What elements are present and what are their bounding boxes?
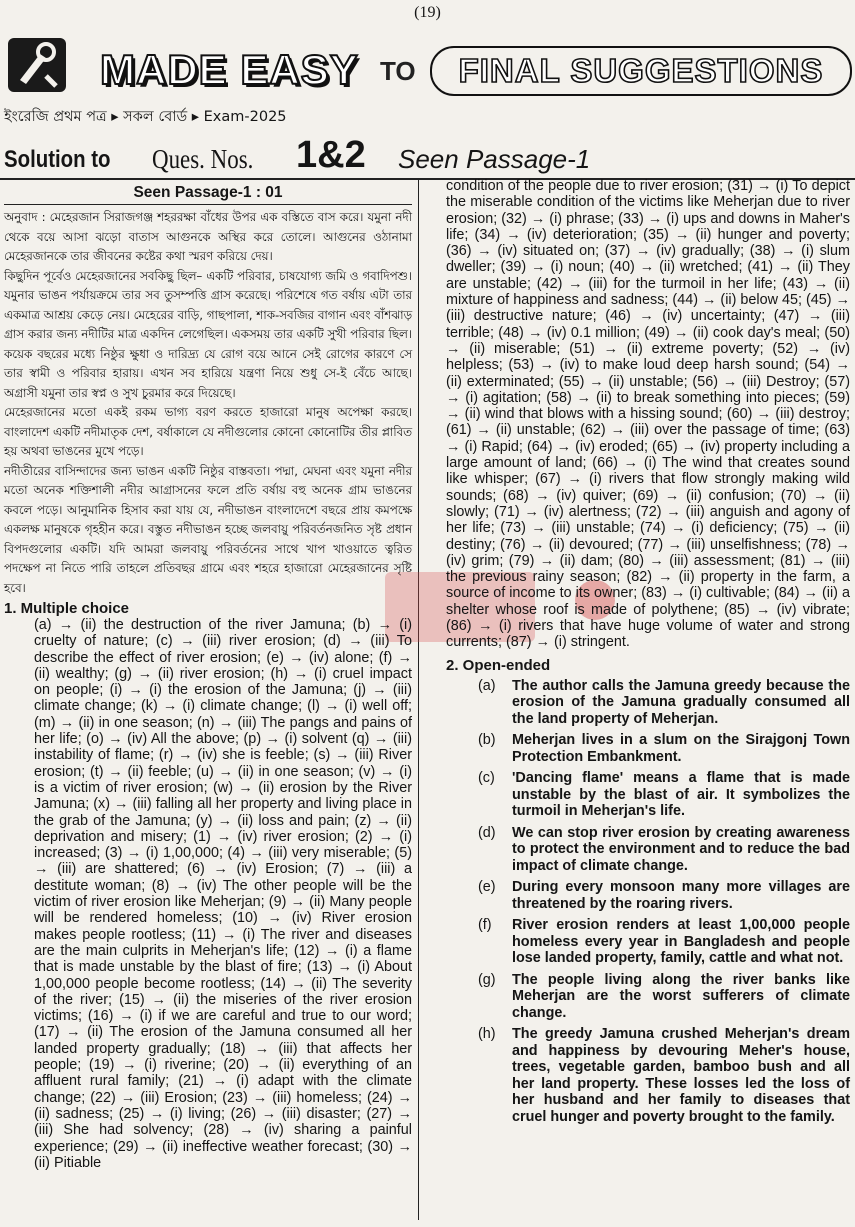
right-column <box>446 178 850 1130</box>
open-ended-item <box>478 879 850 912</box>
seen-passage-heading: Seen Passage-1 : 01 <box>4 184 412 205</box>
made-easy-title: MADE EASY <box>100 46 359 93</box>
seen-passage-title: Seen Passage-1 <box>398 144 591 174</box>
open-ended-item <box>478 825 850 875</box>
breadcrumb: ইংরেজি প্রথম পত্র ▸ সকল বোর্ড ▸ Exam-2025 <box>4 109 287 125</box>
multiple-choice-heading: 1. Multiple choice <box>4 600 130 617</box>
open-ended-item <box>478 972 850 1022</box>
open-ended-item <box>478 678 850 728</box>
oe-label: (c) <box>478 770 495 787</box>
oe-answer: River erosion renders at least 1,00,000 people homeless every year in Bangladesh and people lose landed property, family, cattle and what not. <box>512 917 850 967</box>
to-label: TO <box>380 56 416 86</box>
column-divider <box>418 180 419 1220</box>
bangla-translation-para-4: নদীতীরের বাসিন্দাদের জন্য ভাঙন একটি নিষ্ঠুর বাস্তবতা। পদ্মা, মেঘনা এবং যমুনা নদীর মতো অনেক শক্তিশালী নদীর আগ্রাসনের ফলে প্রতি বর্ষায় বহু অনেক গ্রাম ভাঙনের কবলে পড়ে। আনুমানিক হিসাব করা যায় যে, নদীভাঙন বাংলাদেশে বছরে প্রায় কমপক্ষে একলক্ষ মানুষকে গৃহহীন করে। বস্তুত নদীভাঙন হচ্ছে জলবায়ু পরিবর্তনজনিত সৃষ্ট প্রধান বিপদগুলোর একটি। যদি আমরা জলবায়ু পরিবর্তনের সাথে খাপ খাওয়াতে ত্বরিত পদক্ষেপ না নিতে পারি তাহলে প্রতিবছর গ্রামে এবং শহরে হাজারো মেহেরজানের সৃষ্টি হবে। <box>4 463 412 595</box>
oe-answer: 'Dancing flame' means a flame that is made unstable by the blast of air. It symbolizes the turmoil in Meherjan's life. <box>512 770 850 820</box>
header-title-row <box>100 46 850 96</box>
open-ended-item <box>478 917 850 967</box>
bangla-translation-para-2: কিছুদিন পূর্বেও মেহেরজানের সবকিছু ছিল– একটি পরিবার, চাষযোগ্য জমি ও গবাদিপশু। যমুনার ভাঙন পর্যায়ক্রমে তার সব তুসম্পত্তি গ্রাস করেছে। পরিশেষে গত বর্ষায় এটা তার একমাত্র আশ্রয় কেড়ে নেয়। মেহেরের বাড়ি, গাছপালা, শাক-সবজির বাগান এবং বাঁশঝাড় গ্রাস করার জন্য নদীটির মাত্র একদিন লেগেছিল। একসময় তার একটি সুখী পরিবার ছিল। কয়েক বছরের মধ্যে নিষ্ঠুর ক্ষুধা ও দারিদ্র্য যে রোগ বয়ে আনে সেই রোগের কারণে সে তার স্বামী ও পরিবার হারায়। এখন সব হারিয়ে যন্ত্রণা নিয়ে শুধু সে-ই বেঁচে আছে। অগ্রাসী যমুনা তার স্বপ্ন ও সুখ চুরমার করে দিয়েছে। <box>4 268 412 400</box>
tools-logo-icon <box>6 32 68 98</box>
solution-heading-row <box>4 134 854 178</box>
mc-answers-left: (a) → (ii) the destruction of the river Jamuna; (b) → (i) cruelty of nature; (c) → (iii) river erosion; (d) → (iii) To describe the effect of river erosion; (e) → (iv) alone; (f) → (ii) wealthy; (g) → (ii) river erosion; (h) → (i) cruel impact on people; (i) → (i) the erosion of the Jamuna; (j) → (iii) climate change; (k) → (i) climate change; (l) → (i) well off; (m) → (ii) in one season; (n) → (iii) The pangs and pains of her life; (o) → (iv) All the above; (p) → (i) solvent (q) → (iii) instability of flame; (r) → (iv) she is feeble; (s) → (iii) River erosion; (t) → (ii) feeble; (u) → (ii) in one season; (v) → (i) is a victim of river erosion; (w) → (ii) erosion by the River Jamuna; (x) → (iii) falling all her property and living place in the grab of the Jamuna; (y) → (ii) loss and pain; (z) → (ii) deprivation and misery; (1) → (iv) river erosion; (2) → (i) increased; (3) → (i) 1,00,000; (4) → (iii) very miserable; (5) → (iii) are shattered; (6) → (iv) Erosion; (7) → (iii) a destitute woman; (8) → (iv) The other people will be the victim of river erosion like Meherjan; (9) → (ii) Many people will be rendered homeless; (10) → (iv) River erosion makes people rootless; (11) → (i) The river and diseases are the main culprits in Meherjan's life; (12) → (i) a flame that is made unstable by the blast of fire; (13) → (i) About 1,00,000 people become rootless; (14) → (ii) The severity of the river; (15) → (ii) the miseries of the river erosion victims; (16) → (i) if we are careful and true to our word; (17) → (ii) The erosion of the Jamuna consumed all her landed property gradually; (18) → (iii) that affects her people; (19) → (i) riverine; (20) → (ii) everything of an affluent rural family; (21) → (i) adapt with the climate change; (22) → (iii) Erosion; (23) → (iii) homeless; (24) → (ii) sadness; (25) → (i) living; (26) → (iii) disaster; (27) → (iii) She had solvency; (28) → (iv) sharing a painful experience; (29) → (ii) ineffective weather forecast; (30) → (ii) Pitiable <box>34 617 412 1171</box>
open-ended-item <box>478 1026 850 1125</box>
bangla-translation-para-3: মেহেরজানের মতো একই রকম ভাগ্য বরণ করতে হাজারো মানুষ অপেক্ষা করছে। বাংলাদেশ একটি নদীমাতৃক দেশ, বর্ষাকালে যে নদীগুলোর কোনো কোনোটির তীর প্লাবিত হয় অথবা ভাঙনের মুখে পড়ে। <box>4 405 412 458</box>
oe-label: (a) <box>478 677 496 694</box>
oe-label: (e) <box>478 879 496 896</box>
oe-answer: We can stop river erosion by creating awareness to protect the environment and to reduce the bad impact of climate change. <box>512 824 850 874</box>
open-ended-item <box>478 732 850 765</box>
question-numbers: 1&2 <box>296 134 366 176</box>
page-number: (19) <box>414 4 441 21</box>
oe-label: (d) <box>478 824 496 841</box>
left-column <box>4 184 412 1171</box>
ques-nos-label: Ques. Nos. <box>152 144 254 174</box>
oe-label: (f) <box>478 917 492 934</box>
oe-label: (b) <box>478 732 496 749</box>
open-ended-item <box>478 770 850 820</box>
oe-answer: The author calls the Jamuna greedy because the erosion of the Jamuna gradually consumed all the land property of Meherjan. <box>512 677 850 727</box>
open-ended-heading: 2. Open-ended <box>446 656 551 674</box>
oe-answer: The people living along the river banks like Meherjan are the worst sufferers of climate change. <box>512 971 850 1021</box>
bangla-translation-para-1: অনুবাদ : মেহেরজান সিরাজগঞ্জ শহররক্ষা বাঁধের উপর এক বস্তিতে বাস করে। যমুনা নদী থেকে বয়ে আসা ঝড়ো বাতাস আগুনকে অস্থির করে তোলে। আগুনের ওঠানামা মেহেরজানকে তার জীবনের কষ্টের কথা স্মরণ করিয়ে দেয়। <box>4 210 412 263</box>
solution-to-label: Solution to <box>4 146 111 173</box>
oe-answer: During every monsoon many more villages are threatened by the roaring rivers. <box>512 879 850 912</box>
oe-label: (g) <box>478 971 496 988</box>
oe-answer: The greedy Jamuna crushed Meherjan's dream and happiness by devouring Meher's house, trees, vegetable garden, bamboo bush and all her land property. These losses led the loss of her husband and her family to diseases that cruel hunger and poverty brought to the family. <box>512 1026 850 1125</box>
oe-label: (h) <box>478 1026 496 1043</box>
oe-answer: Meherjan lives in a slum on the Sirajgonj Town Protection Embankment. <box>512 732 850 765</box>
mc-answers-right: condition of the people due to river erosion; (31) → (i) To depict the miserable condition of the victims like Meherjan due to river erosion; (32) → (i) phrase; (33) → (i) ups and downs in Maher's life; (34) → (iv) deterioration; (35) → (ii) hunger and poverty; (36) → (iv) situated on; (37) → (iv) gradually; (38) → (i) slum dweller; (39) → (i) noun; (40) → (ii) wretched; (41) → (ii) They are unstable; (42) → (iii) for the turmoil in her life; (43) → (ii) mixture of happiness and sadness; (44) → (ii) below 45; (45) → (iii) destructive nature; (46) → (iv) uncertainty; (47) → (iii) terrible; (48) → (iv) 0.1 million; (49) → (ii) cook day's meal; (50) → (ii) miserable; (51) → (ii) extreme poverty; (52) → (iv) helpless; (53) → (iv) to make loud deep harsh sound; (54) → (ii) exterminated; (55) → (ii) unstable; (56) → (iii) Destroy; (57) → (i) agitation; (58) → (ii) to break something into pieces; (59) → (ii) wind that blows with a hissing sound; (60) → (iii) destroy; (61) → (ii) unstable; (62) → (iii) over the passage of time; (63) → (i) Rapid; (64) → (iv) eroded; (65) → (iv) property including a large amount of land; (66) → (i) The wind that creates sound like whisper; (67) → (i) rivers that flow strongly making wild sounds; (68) → (iv) quiver; (69) → (ii) confusion; (70) → (ii) slowly; (71) → (iv) alertness; (72) → (iii) anguish and agony of her life; (73) → (iii) unstable; (74) → (i) deficiency; (75) → (ii) destiny; (76) → (ii) devoured; (77) → (iii) unselfishness; (78) → (iv) grim; (79) → (ii) dam; (80) → (iii) assessment; (81) → (iii) the previous rainy season; (82) → (ii) property in the farm, a source of income to its owner; (83) → (i) cultivable; (84) → (ii) a shelter whose roof is made of polythene; (85) → (iv) vibrate; (86) → (i) rivers that have huge volume of water and strong currents; (87) → (i) stringent. <box>446 178 850 651</box>
final-suggestions-title: FINAL SUGGESTIONS <box>430 46 852 96</box>
